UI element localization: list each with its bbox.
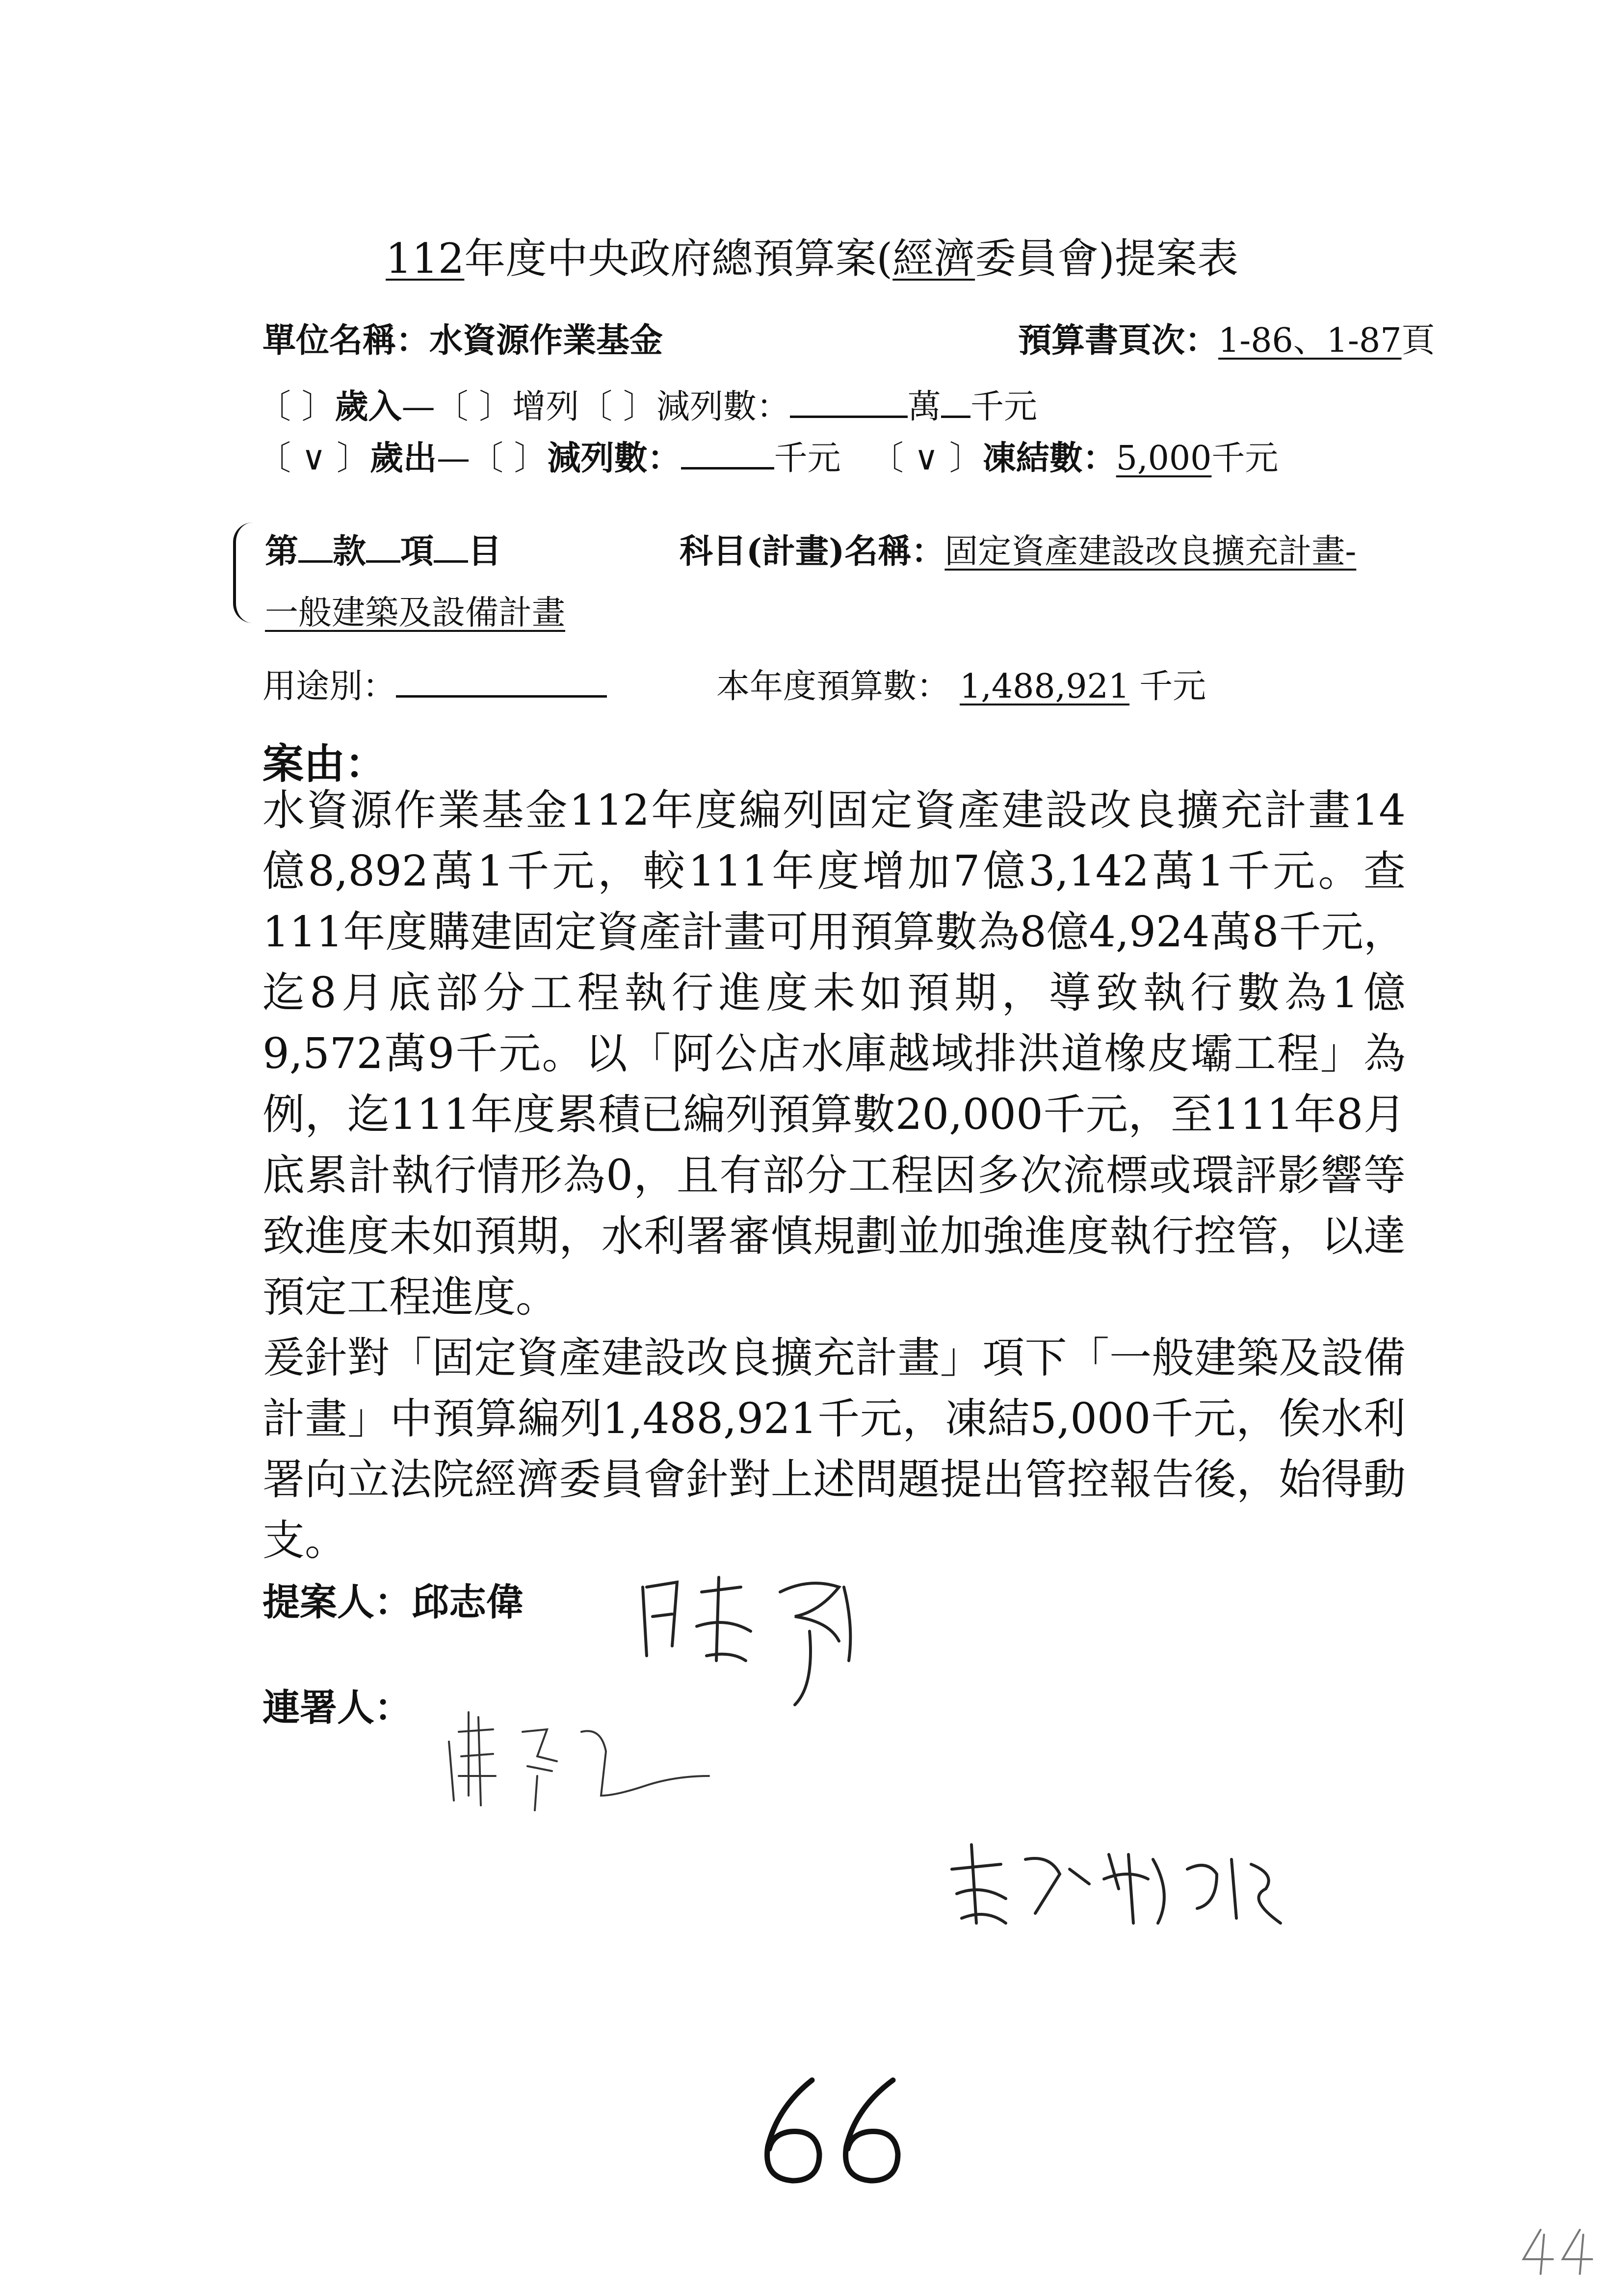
proposer-label: 提案人： [262,1580,412,1624]
subject-line [680,525,1356,573]
item-k1: 第 [265,532,299,571]
expense-unit1: 千元 [774,439,841,478]
proposer-name: 邱志偉 [412,1580,524,1624]
reason-body [262,780,1406,1571]
unit-value: 水資源作業基金 [429,321,663,360]
pages-suffix: 頁 [1401,321,1435,360]
budget-value: 1,488,921 [960,667,1130,706]
item-k2: 款 [333,532,367,571]
freeze-label: 凍結數： [982,439,1116,478]
revenue-increase: 增列 [512,388,579,426]
subject-cont: 一般建築及設備計畫 [265,594,566,632]
title-part2: 委員會)提案表 [975,235,1238,283]
budget-line [716,660,1206,707]
pages-value: 1-86、1-87 [1218,321,1402,360]
expense-box2: 〔 〕 [470,439,548,478]
expense-amount-blank [681,462,774,470]
revenue-box: 〔 〕 [258,388,335,426]
revenue-line [258,380,1037,428]
item-brace [233,522,265,623]
item-k3: 項 [400,532,434,571]
cosigner-signature-1 [439,1702,714,1815]
budget-label: 本年度預算數： [716,667,950,706]
revenue-decrease-label: 減列數： [656,388,790,426]
freeze-value: 5,000 [1116,439,1212,478]
usage-blank [396,690,607,698]
expense-dash: — [437,439,471,478]
item-k4: 目 [468,532,502,571]
item-line [265,525,501,573]
item-blank3 [434,555,468,563]
expense-label: 歲出 [370,439,437,478]
subject-value: 固定資產建設改良擴充計畫- [944,532,1357,571]
pages-label: 預算書頁次： [1018,321,1219,360]
expense-box: 〔 ∨ 〕 [258,439,370,478]
expense-line [258,432,1278,479]
reason-paragraph-2: 爰針對「固定資產建設改良擴充計畫」項下「一般建築及設備計畫」中預算編列1,488,921千元，凍結5,000千元，俟水利署向立法院經濟委員會針對上述問題提出管控報告後，始得動支。 [262,1333,1406,1565]
usage-label: 用途別： [262,667,396,706]
expense-box3: 〔 ∨ 〕 [870,439,983,478]
unit-label: 單位名稱： [262,321,430,360]
revenue-dash: — [401,388,435,426]
form-title [0,226,1624,285]
revenue-amount-blank2 [941,411,970,418]
revenue-label: 歲入 [335,387,402,426]
revenue-box2: 〔 〕 [435,388,513,426]
reason-paragraph-1: 水資源作業基金112年度編列固定資產建設改良擴充計畫14億8,892萬1千元，較111年度增加7億3,142萬1千元。查111年度購建固定資產計畫可用預算數為8億4,924萬8千元，迄8月底部分工程執行進度未如預期，導致執行數為1億9,572萬9千元。以「阿公店水庫越域排洪道橡皮壩工程」為例，迄111年度累積已編列預算數20,000千元，至111年8月底累計執行情形為0，且有部分工程因多次流標或環評影響等致進度未如預期，水利署審慎規劃並加強進度執行控管，以達預定工程進度。 [262,786,1406,1322]
title-part1: 年度中央政府總預算案( [464,235,893,283]
usage-line [262,660,607,707]
cosigner-line [262,1678,412,1731]
pages-line [1018,314,1435,362]
revenue-unit2: 千元 [970,388,1037,426]
item-blank2 [366,555,400,563]
item-blank1 [298,555,333,563]
revenue-unit1: 萬 [907,388,941,426]
handwritten-corner-number [1519,2225,1602,2279]
subject-label: 科目(計畫)名稱： [680,532,945,571]
title-committee: 經濟 [892,235,975,283]
subject-continuation [265,586,565,634]
handwritten-page-number [751,2068,908,2195]
cosigner-signature-2 [942,1825,1285,1938]
reason-heading: 案由： [262,739,387,788]
expense-decrease-label: 減列數： [547,439,681,478]
proposer-signature [633,1558,888,1720]
revenue-amount-blank [790,411,908,418]
title-year: 112 [386,235,465,283]
unit-line [262,314,663,362]
budget-unit: 千元 [1139,667,1206,706]
proposer-line [262,1572,524,1626]
expense-unit2: 千元 [1211,439,1279,478]
cosigner-label: 連署人： [262,1686,412,1729]
revenue-box3: 〔 〕 [579,388,656,426]
